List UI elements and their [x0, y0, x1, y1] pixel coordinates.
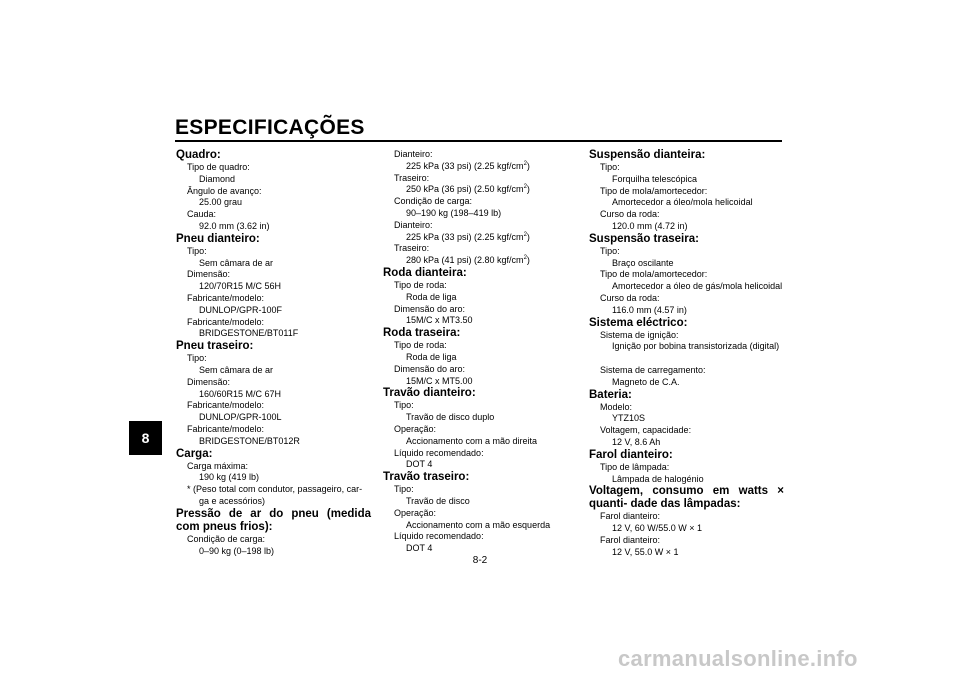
spec-value: 160/60R15 M/C 67H: [199, 388, 282, 399]
spec-value: YTZ10S: [612, 413, 646, 424]
footnote: * (Peso total com condutor, passageiro, car-: [187, 484, 363, 495]
spec-label: Curso da roda:: [600, 292, 660, 303]
spec-label: Líquido recomendado:: [394, 531, 484, 542]
spec-label: Tipo de mola/amortecedor:: [600, 185, 708, 196]
spec-value: Accionamento com a mão direita: [406, 435, 538, 446]
spec-value: Accionamento com a mão esquerda: [406, 519, 551, 530]
spec-column-2: [383, 149, 578, 555]
spec-value: Magneto de C.A.: [612, 376, 680, 387]
spec-label: Tipo:: [600, 162, 620, 172]
spec-value: Lâmpada de halogénio: [612, 473, 704, 484]
spec-label: Líquido recomendado:: [394, 447, 484, 458]
section-heading: Travão traseiro:: [383, 471, 470, 484]
title-rule: [175, 140, 782, 142]
spec-value: 15M/C x MT5.00: [406, 375, 473, 386]
spec-label: Fabricante/modelo:: [187, 316, 265, 327]
spec-value: Diamond: [199, 173, 236, 184]
spec-label: Condição de carga:: [394, 196, 473, 207]
spec-value: 116.0 mm (4.57 in): [612, 304, 687, 315]
spec-value: 12 V, 55.0 W × 1: [612, 546, 679, 557]
spec-value: DOT 4: [406, 459, 433, 470]
spec-value: 120.0 mm (4.72 in): [612, 220, 688, 231]
spec-label: Tipo:: [600, 245, 620, 256]
spec-value: Ignição por bobina transistorizada (digital): [612, 341, 780, 352]
spec-label: Operação:: [394, 423, 437, 434]
spec-label: Farol dianteiro:: [600, 511, 661, 522]
section-heading: Pneu dianteiro:: [176, 232, 260, 245]
section-heading: Carga:: [176, 447, 213, 460]
spec-column-1: [176, 149, 371, 557]
spec-value: 92.0 mm (3.62 in): [199, 220, 270, 231]
spec-label: Tipo:: [187, 353, 207, 364]
section-heading: Suspensão traseira:: [589, 232, 699, 245]
spec-label: Dianteiro:: [394, 219, 433, 230]
spec-label: Modelo:: [600, 401, 633, 412]
spec-value: 190 kg (419 lb): [199, 472, 260, 483]
spec-label: Tipo:: [394, 484, 414, 495]
spec-value: Forquilha telescópica: [612, 173, 698, 184]
spec-value: Sem câmara de ar: [199, 257, 274, 268]
spec-value: 225 kPa (33 psi) (2.25 kgf/$cm^2$): [406, 160, 530, 171]
spec-label: Dimensão:: [187, 269, 231, 280]
spec-value: Braço oscilante: [612, 257, 674, 268]
spec-label: Condição de carga:: [187, 533, 266, 544]
spec-value: 120/70R15 M/C 56H: [199, 281, 282, 292]
spec-value: DUNLOP/GPR-100L: [199, 412, 282, 423]
section-heading: Sistema eléctrico:: [589, 316, 688, 329]
spec-label: Farol dianteiro:: [600, 534, 661, 545]
spec-label: Dimensão do aro:: [394, 303, 466, 314]
spec-label: Tipo de roda:: [394, 279, 447, 290]
spec-label: Tipo de lâmpada:: [600, 461, 670, 472]
section-heading: Roda dianteira:: [383, 266, 467, 279]
section-heading: Suspensão dianteira:: [589, 149, 706, 161]
chapter-tab: 8: [129, 421, 162, 455]
spec-value: DOT 4: [406, 543, 433, 554]
spec-label: Cauda:: [187, 209, 217, 220]
spec-label: Fabricante/modelo:: [187, 292, 265, 303]
section-heading: Voltagem, consumo em watts × quanti- dade das lâmpadas:: [589, 485, 784, 511]
spec-label: Traseiro:: [394, 243, 430, 254]
spec-label: Tipo de mola/amortecedor:: [600, 269, 708, 280]
spec-value: Amortecedor a óleo/mola helicoidal: [612, 197, 753, 208]
spec-label: Ângulo de avanço:: [187, 185, 262, 196]
spec-label: Sistema de ignição:: [600, 329, 679, 340]
section-heading: Quadro:: [176, 149, 221, 161]
spec-label: Dimensão do aro:: [394, 363, 466, 374]
spec-value: Travão de disco: [406, 495, 470, 506]
spec-value: Travão de disco duplo: [406, 412, 495, 423]
spec-label: Tipo de roda:: [394, 340, 447, 351]
spec-value: 280 kPa (41 psi) (2.80 kgf/$cm^2$): [406, 255, 530, 266]
spec-value: Roda de liga: [406, 291, 457, 302]
spec-label: Carga máxima:: [187, 460, 249, 471]
spec-value: BRIDGESTONE/BT012R: [199, 435, 300, 446]
spec-label: Tipo de quadro:: [187, 162, 250, 172]
spec-value: 90–190 kg (198–419 lb): [406, 207, 502, 218]
spec-value: BRIDGESTONE/BT011F: [199, 328, 299, 339]
spacer: [589, 353, 784, 365]
spec-label: Tipo:: [394, 400, 414, 411]
section-heading: Bateria:: [589, 388, 632, 401]
spec-value: 12 V, 60 W/55.0 W × 1: [612, 523, 702, 534]
spec-value: 225 kPa (33 psi) (2.25 kgf/$cm^2$): [406, 231, 530, 242]
spec-label: Dimensão:: [187, 376, 231, 387]
spec-label: Sistema de carregamento:: [600, 364, 706, 375]
spec-label: Voltagem, capacidade:: [600, 425, 692, 436]
spec-label: Operação:: [394, 507, 437, 518]
spec-value: 250 kPa (36 psi) (2.50 kgf/$cm^2$): [406, 184, 530, 195]
spec-value: Sem câmara de ar: [199, 364, 274, 375]
spec-label: Fabricante/modelo:: [187, 423, 265, 434]
page-title: ESPECIFICAÇÕES: [175, 116, 365, 139]
section-heading: Roda traseira:: [383, 327, 461, 340]
spec-value: 12 V, 8.6 Ah: [612, 436, 661, 447]
section-heading: Pressão de ar do pneu (medida com pneus frios):: [176, 507, 371, 533]
section-heading: Pneu traseiro:: [176, 340, 254, 353]
spec-value: 15M/C x MT3.50: [406, 315, 473, 326]
section-heading: Travão dianteiro:: [383, 387, 476, 400]
spec-value: Amortecedor a óleo de gás/mola helicoidal: [612, 281, 783, 292]
spec-column-3: [589, 149, 784, 559]
spec-label: Curso da roda:: [600, 209, 660, 220]
spec-label: Dianteiro:: [394, 149, 433, 159]
spec-value: Roda de liga: [406, 351, 457, 362]
page-number: 8-2: [472, 555, 488, 566]
watermark: carmanualsonline.info: [618, 646, 858, 671]
footnote: ga e acessórios): [199, 495, 266, 506]
spec-label: Fabricante/modelo:: [187, 400, 265, 411]
spec-value: 25.00 grau: [199, 197, 243, 208]
spec-value: DUNLOP/GPR-100F: [199, 304, 283, 315]
spec-label: Tipo:: [187, 245, 207, 256]
spec-label: Traseiro:: [394, 172, 430, 183]
section-heading: Farol dianteiro:: [589, 448, 673, 461]
spec-value: 0–90 kg (0–198 lb): [199, 545, 275, 556]
